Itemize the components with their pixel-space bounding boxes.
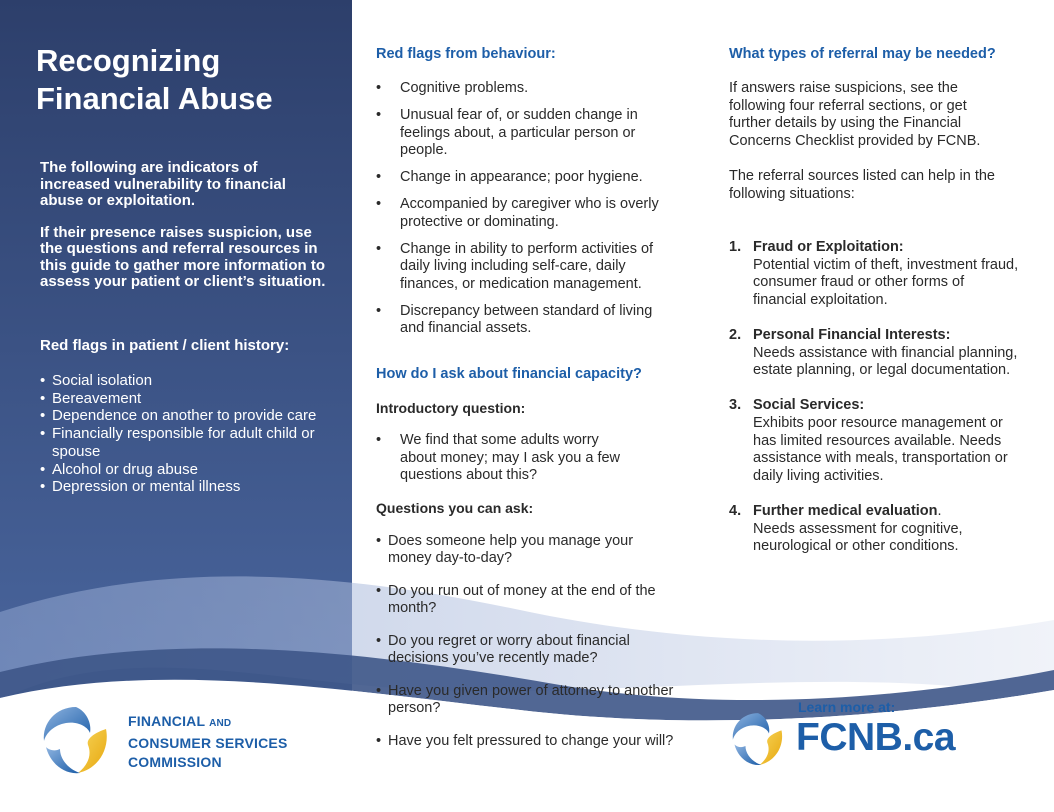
referral-text: Needs assistance with financial planning, estate planning, or legal documentation. xyxy=(753,344,1018,379)
referral-number: 4. xyxy=(729,502,742,519)
referral-item xyxy=(729,239,1019,309)
behaviour-item: • Cognitive problems. xyxy=(376,80,676,98)
history-item: • Depression or mental illness xyxy=(40,478,340,496)
referral-number: 1. xyxy=(729,239,742,255)
intro-question-list xyxy=(376,432,636,494)
intro-question-label: Introductory question: xyxy=(376,400,526,416)
intro-question: • We find that some adults worry about money; may I ask you a few questions about this? xyxy=(376,432,636,485)
history-item: • Financially responsible for adult child or spouse xyxy=(40,425,340,460)
referral-item xyxy=(729,327,1019,380)
website-link[interactable]: FCNB.ca xyxy=(796,716,956,759)
referral-text: Needs assessment for cognitive, neurological or other conditions. xyxy=(753,520,963,555)
referral-title: Fraud or Exploitation: xyxy=(753,239,904,255)
questions-label: Questions you can ask: xyxy=(376,500,534,516)
commission-name xyxy=(128,712,348,773)
behaviour-list xyxy=(376,80,676,347)
question-item: • Do you run out of money at the end of the month? xyxy=(376,583,676,617)
referral-list xyxy=(729,239,1019,573)
question-item: • Have you given power of attorney to another person? xyxy=(376,683,676,717)
referral-number: 3. xyxy=(729,397,742,414)
questions-list xyxy=(376,533,676,767)
referral-heading: What types of referral may be needed? xyxy=(729,46,996,62)
referral-title: Further medical evaluation xyxy=(753,502,938,519)
behaviour-item: • Discrepancy between standard of living and financial assets. xyxy=(376,303,676,338)
referral-intro xyxy=(729,80,999,221)
question-item: • Have you felt pressured to change your will? xyxy=(376,733,676,750)
commission-line1: FINANCIAL xyxy=(128,713,205,729)
commission-line3: COMMISSION xyxy=(128,754,222,770)
commission-line1-small: AND xyxy=(209,718,232,729)
learn-more-label: Learn more at: xyxy=(798,699,896,715)
referral-paragraph-1: If answers raise suspicions, see the following four referral sections, or get further details by using the Financial Concerns Checklist provided by FCNB. xyxy=(729,80,981,149)
history-item: • Dependence on another to provide care xyxy=(40,407,340,425)
intro-paragraph-1: The following are indicators of increased vulnerability to financial abuse or exploitation. xyxy=(40,159,286,209)
question-item: • Do you regret or worry about financial decisions you’ve recently made? xyxy=(376,633,676,667)
referral-item: 4. Further medical evaluation. Needs assessment for cognitive, neurological or other conditions. xyxy=(729,502,963,555)
referral-text: Exhibits poor resource management or has limited resources available. Needs assistance with meals, transportation or daily living activities. xyxy=(753,414,1008,484)
question-item: • Does someone help you manage your money day-to-day? xyxy=(376,533,676,567)
behaviour-item: • Change in ability to perform activities of daily living including self-care, daily finances, or medication management. xyxy=(376,241,676,294)
behaviour-item: • Unusual fear of, or sudden change in feelings about, a particular person or people. xyxy=(376,107,676,160)
intro-paragraph-2: If their presence raises suspicion, use the questions and referral resources in this guide to gather more information to assess your patient or client’s situation. xyxy=(40,223,326,290)
referral-item xyxy=(729,397,1019,485)
history-list xyxy=(40,372,340,496)
fcnb-small-logo-icon xyxy=(728,710,788,768)
page-title: Recognizing Financial Abuse xyxy=(36,43,273,116)
referral-title: Social Services: xyxy=(753,397,865,414)
behaviour-item: • Accompanied by caregiver who is overly protective or dominating. xyxy=(376,196,676,231)
history-heading: Red flags in patient / client history: xyxy=(40,337,290,354)
referral-text: Potential victim of theft, investment fraud, consumer fraud or other forms of financial exploitation. xyxy=(753,256,1019,308)
intro-text xyxy=(40,160,330,306)
referral-number: 2. xyxy=(729,326,742,343)
history-item: • Social isolation xyxy=(40,372,340,390)
referral-paragraph-2: The referral sources listed can help in the following situations: xyxy=(729,167,995,202)
behaviour-heading: Red flags from behaviour: xyxy=(376,46,556,62)
history-item: • Alcohol or drug abuse xyxy=(40,461,340,479)
behaviour-item: • Change in appearance; poor hygiene. xyxy=(376,169,676,187)
history-item: • Bereavement xyxy=(40,390,340,408)
fcnb-logo-icon xyxy=(38,703,114,777)
capacity-heading: How do I ask about financial capacity? xyxy=(376,366,642,382)
commission-line2: CONSUMER SERVICES xyxy=(128,734,288,751)
referral-title: Personal Financial Interests: xyxy=(753,326,951,343)
